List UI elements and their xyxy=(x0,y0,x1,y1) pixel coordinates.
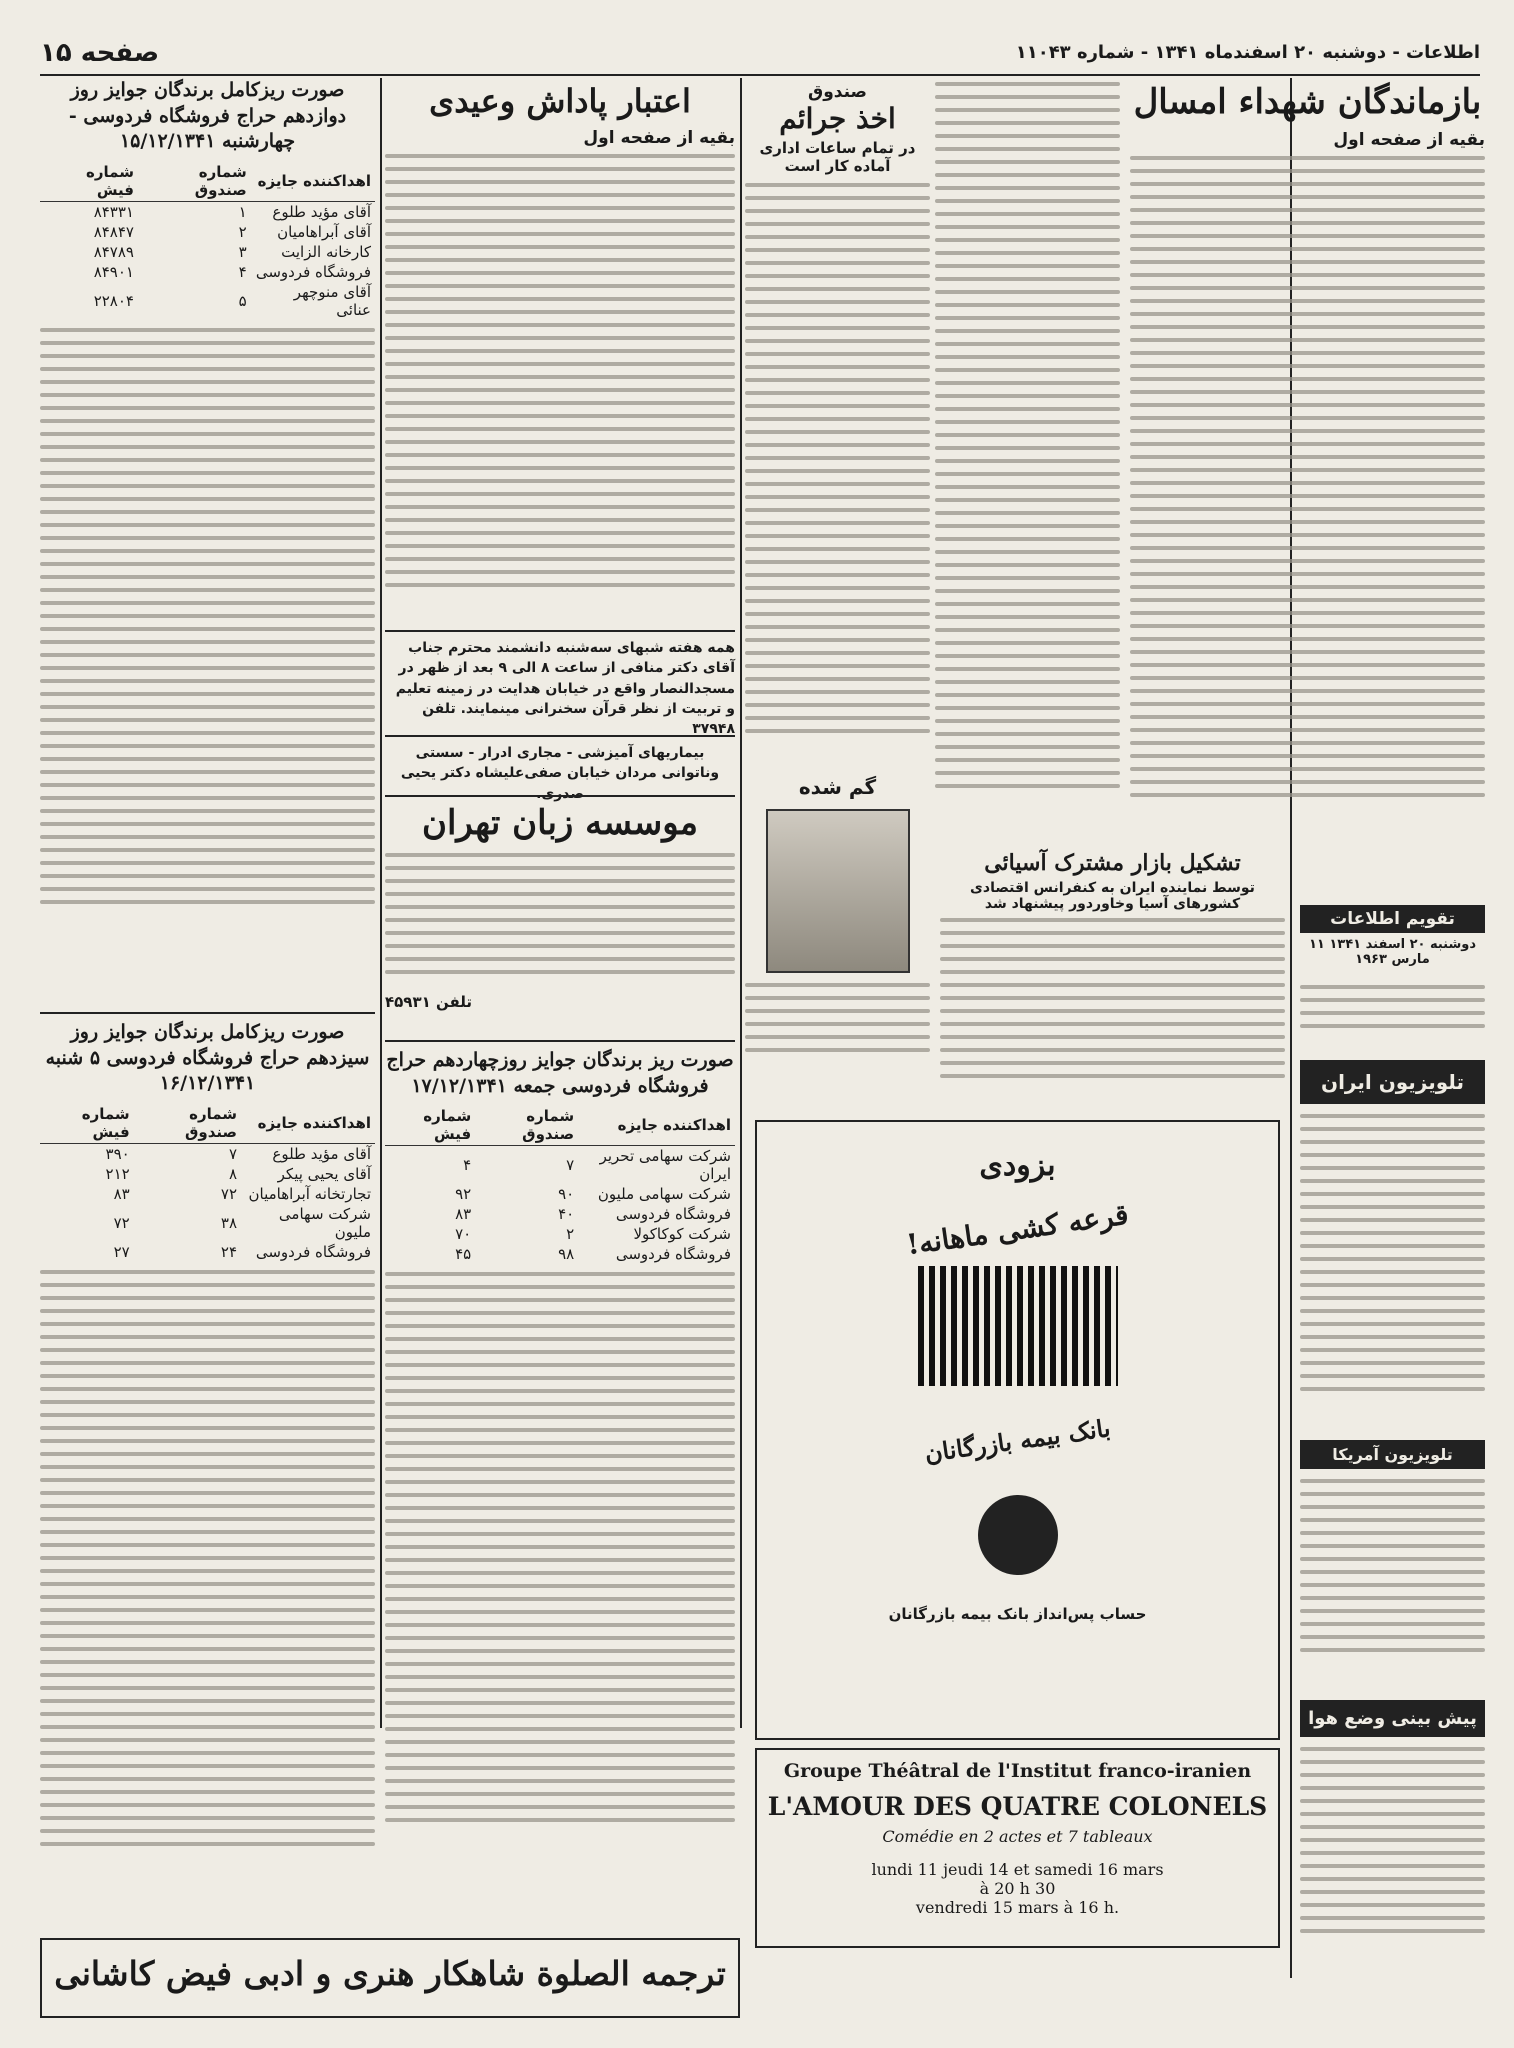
bank-ad-slogan: قرعه کشی ماهانه! xyxy=(904,1197,1131,1262)
box-cell: ۷ xyxy=(228,1144,238,1163)
column-header: شماره صندوق xyxy=(134,1103,241,1144)
receipt-cell: ۳۹۰ xyxy=(105,1144,130,1163)
column-header: اهداکننده جایزه xyxy=(251,161,375,202)
box-cell: ۸ xyxy=(228,1164,238,1183)
box-cell: ۳ xyxy=(238,242,247,261)
prize-table-b xyxy=(40,1012,375,1932)
table-row xyxy=(40,1184,375,1204)
article-crime-fund xyxy=(745,82,930,772)
calendar-body xyxy=(1300,985,1485,1045)
martyrs-kicker: بقیه از صفحه اول xyxy=(1333,130,1485,150)
book-ad xyxy=(40,1938,740,2018)
reward-credit-kicker: بقیه از صفحه اول xyxy=(583,128,735,148)
donor-cell: فروشگاه فردوسی xyxy=(255,262,371,281)
receipt-cell: ۹۲ xyxy=(455,1185,472,1204)
calendar-title: تقویم اطلاعات xyxy=(1300,905,1485,933)
martyrs-body xyxy=(1130,156,1485,846)
box-cell: ۲۴ xyxy=(220,1242,238,1261)
table-row xyxy=(385,1224,735,1244)
receipt-cell: ۸۴۳۳۱ xyxy=(93,202,134,221)
donor-cell: آقای منوچهر عنائی xyxy=(293,282,371,319)
receipt-cell: ۴۵ xyxy=(455,1245,472,1264)
language-school-ad xyxy=(385,795,735,1035)
donor-cell: آقای مؤید طلوع xyxy=(272,202,371,221)
lost-person-photo xyxy=(766,809,910,973)
table-row xyxy=(385,1146,735,1185)
theatre-matinee: vendredi 15 mars à 16 h. xyxy=(915,1898,1120,1917)
box-cell: ۲ xyxy=(238,222,247,241)
table-row xyxy=(40,262,375,282)
tv-iran-schedule xyxy=(1300,1060,1485,1430)
prize-table-b-grid xyxy=(40,1103,375,1262)
column-header: شماره صندوق xyxy=(475,1105,578,1146)
masthead xyxy=(40,38,1480,68)
donor-cell: آقای آبراهامیان xyxy=(277,222,371,241)
crime-fund-subhead: در تمام ساعات اداری آماده کار است xyxy=(759,139,916,175)
table-row xyxy=(40,282,375,320)
prize-table-a-grid xyxy=(40,161,375,320)
article-martyrs-continued xyxy=(935,82,1120,842)
donor-cell: شرکت سهامی ملیون xyxy=(278,1204,371,1241)
donor-cell: کارخانه الزایت xyxy=(281,242,371,261)
weather-box xyxy=(1300,1700,1485,1970)
prize-table-c-rest xyxy=(385,1272,735,1892)
receipt-cell: ۸۳ xyxy=(113,1184,130,1203)
column-header: شماره فیش xyxy=(40,161,138,202)
bank-ad xyxy=(755,1120,1280,1740)
language-school-phone: تلفن ۴۵۹۳۱ xyxy=(385,993,473,1011)
column-header: شماره فیش xyxy=(385,1105,475,1146)
article-common-market xyxy=(940,850,1285,1110)
box-cell: ۷۲ xyxy=(220,1184,238,1203)
donor-cell: شرکت کوکاکولا xyxy=(633,1225,731,1244)
martyrs-headline: بازماندگان شهداء امسال xyxy=(1133,82,1482,122)
table-row xyxy=(40,1204,375,1242)
table-row xyxy=(40,1242,375,1262)
reward-credit-headline: اعتبار پاداش وعیدی xyxy=(429,82,691,120)
tv-america-schedule xyxy=(1300,1440,1485,1690)
lost-label: گم شده xyxy=(798,775,877,799)
lost-person-caption xyxy=(745,983,930,1063)
column-header: اهداکننده جایزه xyxy=(241,1103,375,1144)
martyrs-body-continued xyxy=(935,82,1120,832)
common-market-body xyxy=(940,918,1285,1088)
donor-cell: شرکت سهامی تحریر ایران xyxy=(599,1147,731,1184)
tv-iran-title: تلویزیون ایران xyxy=(1300,1060,1485,1104)
prize-table-b-title: صورت ریزکامل برندگان جوایز روز سیزدهم حراج فروشگاه فردوسی ۵ شنبه ۱۶/۱۲/۱۳۴۱ xyxy=(45,1021,370,1095)
table-row xyxy=(40,1143,375,1164)
donor-cell: تجارتخانه آبراهامیان xyxy=(248,1184,371,1203)
theatre-company: Groupe Théâtral de l'Institut franco-iranien xyxy=(783,1760,1252,1782)
tv-iran-body xyxy=(1300,1114,1485,1414)
column-header: اهداکننده جایزه xyxy=(578,1105,735,1146)
doctor-ad xyxy=(385,735,735,802)
tv-america-body xyxy=(1300,1479,1485,1679)
reward-credit-body xyxy=(385,154,735,624)
weather-body xyxy=(1300,1747,1485,1957)
theatre-subtitle: Comédie en 2 actes et 7 tableaux xyxy=(882,1827,1153,1846)
donor-cell: آقای یحیی پیکر xyxy=(277,1164,371,1183)
box-cell: ۵ xyxy=(238,291,247,310)
bank-ad-headline: بزودی xyxy=(979,1148,1056,1183)
box-cell: ۱ xyxy=(238,202,247,221)
prize-table-c-grid xyxy=(385,1105,735,1264)
box-cell: ۴۰ xyxy=(558,1205,575,1224)
donor-cell: شرکت سهامی ملیون xyxy=(597,1185,731,1204)
lion-icon xyxy=(978,1495,1058,1575)
common-market-headline: تشکیل بازار مشترک آسیائی xyxy=(984,850,1241,876)
lecture-notice xyxy=(385,630,735,738)
donor-cell: فروشگاه فردوسی xyxy=(255,1242,371,1261)
theatre-dates: lundi 11 jeudi 14 et samedi 16 mars xyxy=(871,1860,1164,1879)
receipt-cell: ۸۴۸۴۷ xyxy=(93,222,134,241)
prize-table-a-rest xyxy=(40,328,375,968)
page-number: صفحه ۱۵ xyxy=(40,38,160,68)
language-school-body xyxy=(385,853,735,993)
crime-fund-kicker: صندوق xyxy=(808,82,867,102)
calendar-date: دوشنبه ۲۰ اسفند ۱۳۴۱ ۱۱ مارس ۱۹۶۳ xyxy=(1308,937,1477,967)
lost-person-notice xyxy=(745,775,930,1065)
doctor-ad-text: بیماریهای آمیزشی - مجاری ادرار - سستی وناتوانی مردان خیابان صفی‌علیشاه دکتر یحیی صدری. xyxy=(400,745,720,802)
calendar-box xyxy=(1300,905,1485,975)
table-row xyxy=(40,242,375,262)
language-school-headline: موسسه زبان تهران xyxy=(421,803,699,843)
box-cell: ۹۸ xyxy=(558,1245,575,1264)
bank-ad-bank-name: بانک بیمه بازرگانان xyxy=(922,1413,1113,1468)
prize-table-a xyxy=(40,78,375,1008)
receipt-cell: ۸۳ xyxy=(455,1205,472,1224)
weather-title: پیش بینی وضع هوا xyxy=(1300,1700,1485,1737)
receipt-cell: ۸۴۷۸۹ xyxy=(93,242,134,261)
table-row xyxy=(40,1164,375,1184)
lecture-text: همه هفته شبهای سه‌شنبه دانشمند محترم جناب آقای دکتر منافی از ساعت ۸ الی ۹ بعد از ظهر در مسجدالنصار واقع در خیابان هدایت در زمینه تعلیم و تربیت از نظر قرآن سخنرانی مینمایند. تلفن ۳۷۹۴۸ xyxy=(395,640,735,738)
donor-cell: آقای مؤید طلوع xyxy=(272,1144,371,1163)
receipt-cell: ۲۷ xyxy=(113,1242,130,1261)
receipt-cell: ۷۰ xyxy=(455,1225,472,1244)
box-cell: ۹۰ xyxy=(558,1185,575,1204)
receipt-cell: ۷۲ xyxy=(113,1213,130,1232)
theatre-ad xyxy=(755,1748,1280,1948)
box-cell: ۳۸ xyxy=(220,1213,238,1232)
column-rule xyxy=(380,78,382,1728)
tv-america-title: تلویزیون آمریکا xyxy=(1300,1440,1485,1469)
prize-table-a-title: صورت ریزکامل برندگان جوایز روز دوازدهم حراج فروشگاه فردوسی - چهارشنبه ۱۵/۱۲/۱۳۴۱ xyxy=(68,79,347,153)
table-row xyxy=(385,1184,735,1204)
theatre-time: à 20 h 30 xyxy=(979,1879,1056,1898)
common-market-subhead: توسط نماینده ایران به کنفرانس اقتصادی کشورهای آسیا وخاوردور پیشنهاد شد xyxy=(970,880,1255,912)
prize-table-b-rest xyxy=(40,1270,375,1920)
receipt-cell: ۴ xyxy=(463,1156,472,1175)
article-martyrs xyxy=(1130,82,1485,842)
bank-ad-barcode-art xyxy=(918,1266,1118,1386)
column-rule xyxy=(740,78,742,1728)
receipt-cell: ۲۲۸۰۴ xyxy=(93,291,134,310)
prize-table-c xyxy=(385,1040,735,1920)
box-cell: ۷ xyxy=(566,1156,575,1175)
column-header: شماره صندوق xyxy=(138,161,251,202)
column-header: شماره فیش xyxy=(40,1103,134,1144)
box-cell: ۲ xyxy=(566,1225,575,1244)
prize-table-c-title: صورت ریز برندگان جوایز روزچهاردهم حراج فروشگاه فردوسی جمعه ۱۷/۱۲/۱۳۴۱ xyxy=(386,1049,734,1097)
crime-fund-body xyxy=(745,183,930,773)
crime-fund-headline: اخذ جرائم xyxy=(779,102,896,135)
article-reward-credit xyxy=(385,82,735,622)
box-cell: ۴ xyxy=(238,262,247,281)
book-ad-text: ترجمه الصلوة شاهکار هنری و ادبی فیض کاشانی xyxy=(54,1954,726,1993)
donor-cell: فروشگاه فردوسی xyxy=(615,1205,731,1224)
receipt-cell: ۲۱۲ xyxy=(105,1164,130,1183)
bank-ad-tagline: حساب پس‌انداز بانک بیمه بازرگانان xyxy=(888,1605,1147,1623)
masthead-rule xyxy=(40,74,1480,76)
table-row xyxy=(385,1244,735,1264)
theatre-play-title: L'AMOUR DES QUATRE COLONELS xyxy=(767,1792,1268,1821)
receipt-cell: ۸۴۹۰۱ xyxy=(93,262,134,281)
table-row xyxy=(40,201,375,222)
issue-line: اطلاعات - دوشنبه ۲۰ اسفندماه ۱۳۴۱ - شماره ۱۱۰۴۳ xyxy=(1015,42,1480,63)
table-row xyxy=(40,222,375,242)
table-row xyxy=(385,1204,735,1224)
donor-cell: فروشگاه فردوسی xyxy=(615,1245,731,1264)
